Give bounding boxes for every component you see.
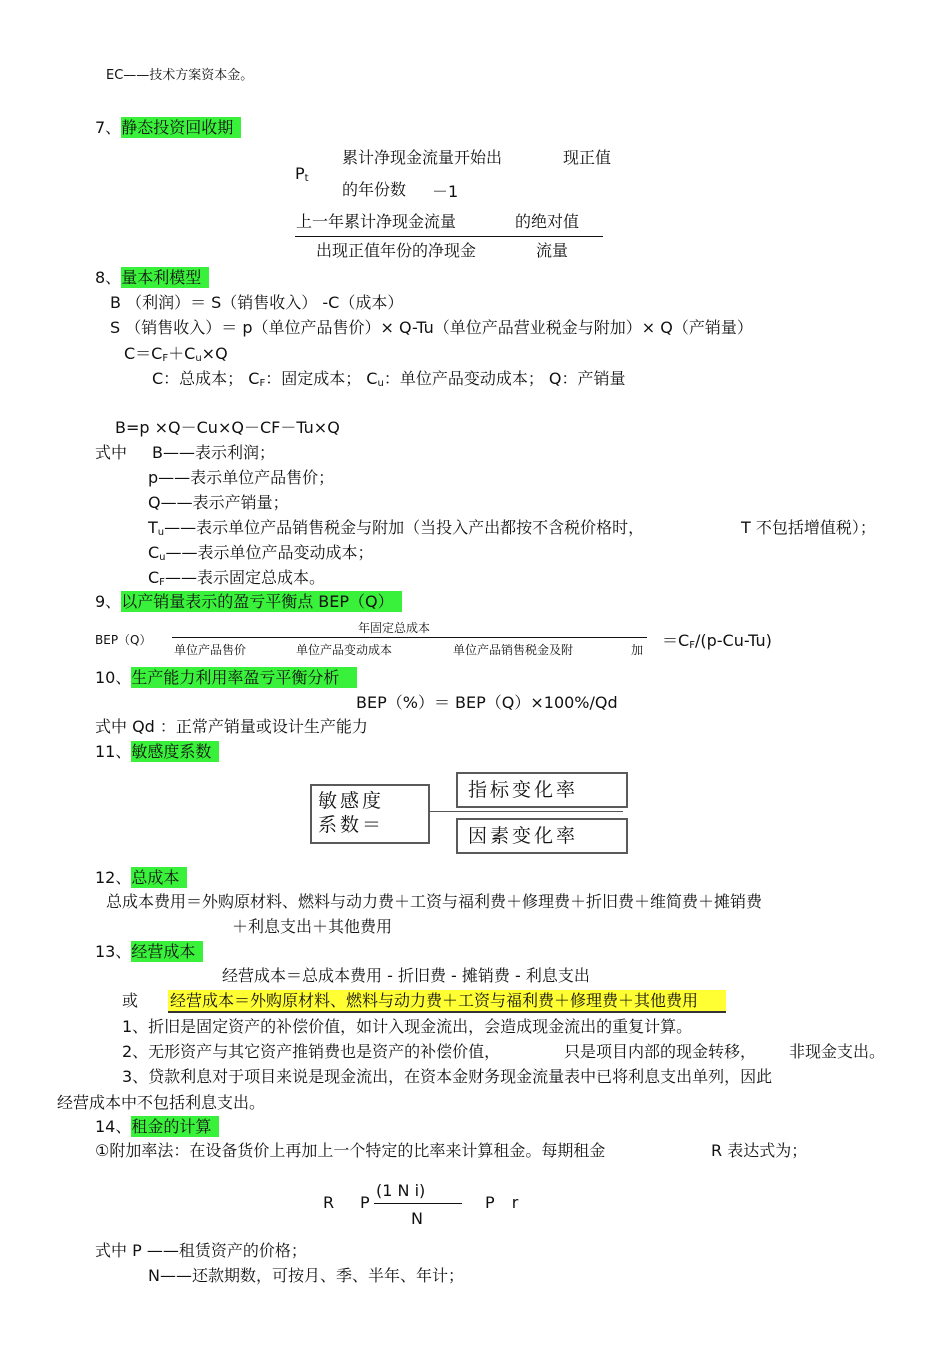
formula7-line2-a: 的年份数	[342, 180, 407, 199]
bep-q-den-tax: 单位产品销售税金及附	[453, 643, 574, 657]
bep-q-rhs: $=C_F/(p-Cu-Tu)$	[662, 631, 772, 651]
note-3: 3、贷款利息对于项目来说是现金流出，在资本金财务现金流量表中已将利息支出单列，因此	[122, 1067, 773, 1086]
sales-equation: S （销售收入）＝ p（单位产品售价）× Q-Tu（单位产品营业税金与附加）× Q（产销量）	[110, 318, 753, 337]
def-tu: $T_u——$表示单位产品销售税金与附加（当投入产出都按不含税价格时，	[148, 518, 645, 538]
section-12-number: 12、	[95, 868, 132, 887]
bep-q-lhs: BEP（Q）	[95, 633, 152, 647]
rent-denominator: N	[411, 1209, 423, 1228]
sensitivity-fraction-bar	[428, 811, 623, 812]
section-12-heading	[95, 868, 187, 888]
note-2c: 非现金支出。	[789, 1042, 886, 1061]
bep-q-den-varcost: 单位产品变动成本	[296, 643, 393, 657]
section-9-title: 以产销量表示的盈亏平衡点 BEP（Q）	[121, 591, 401, 612]
operating-cost-formula2: 经营成本＝外购原材料、燃料与动力费＋工资与福利费＋修理费＋其他费用	[168, 991, 726, 1011]
section-13-heading	[95, 942, 203, 962]
sensitivity-left-line2: 系数＝	[318, 814, 385, 836]
section-9-heading	[95, 592, 402, 612]
pt-subscript: t	[304, 173, 309, 184]
note-2b: 只是项目内部的现金转移，	[564, 1042, 757, 1061]
section-10-heading	[95, 668, 357, 688]
section-7-number: 7、	[95, 118, 122, 137]
note-3-cont: 经营成本中不包括利息支出。	[57, 1093, 266, 1112]
total-cost-line1: 总成本费用＝外购原材料、燃料与动力费＋工资与福利费＋修理费＋折旧费＋维简费＋摊销费	[106, 892, 763, 911]
formula7-denominator-a: 出现正值年份的净现金	[316, 241, 477, 260]
section-7-title: 静态投资回收期	[121, 117, 241, 138]
def-tu-note: T 不包括增值税）；	[741, 518, 876, 537]
section-14-number: 14、	[95, 1117, 132, 1136]
formula7-fraction-bar	[295, 236, 603, 237]
section-14-title: 租金的计算	[131, 1116, 219, 1137]
def-p: p——表示单位产品售价；	[148, 468, 335, 487]
section-13-title: 经营成本	[131, 941, 203, 962]
def-cu: $C_u——$表示单位产品变动成本；	[148, 543, 374, 563]
bep-q-den-tail: 加	[631, 643, 644, 657]
profit-formula: B=p ×Q－Cu×Q－CF－Tu×Q	[115, 418, 340, 437]
factor-change-rate: 因素变化率	[468, 825, 579, 847]
pt-symbol: $P_t$	[295, 164, 309, 184]
rent-numerator: (1 N i)	[376, 1181, 426, 1200]
rent-n-definition: N——还款期数，可按月、季、半年、年计；	[148, 1266, 464, 1285]
bep-q-numerator: 年固定总成本	[358, 621, 431, 635]
indicator-change-rate: 指标变化率	[468, 779, 579, 801]
rent-fraction-bar	[374, 1203, 462, 1204]
section-8-heading	[95, 268, 209, 288]
section-9-number: 9、	[95, 592, 122, 611]
section-11-heading	[95, 742, 219, 762]
formula7-denominator-b: 流量	[536, 241, 569, 260]
section-10-title: 生产能力利用率盈亏平衡分析	[131, 667, 357, 688]
bep-q-fraction-bar	[172, 637, 647, 638]
section-11-number: 11、	[95, 742, 132, 761]
formula7-numerator-b: 的绝对值	[515, 212, 580, 231]
note-2a: 2、无形资产与其它资产推销费也是资产的补偿价值，	[122, 1042, 501, 1061]
rent-tail: P r	[485, 1193, 519, 1212]
rent-p-symbol: P	[360, 1193, 370, 1212]
sensitivity-top-box	[456, 772, 628, 808]
or-label: 或	[122, 991, 139, 1010]
ec-definition: EC——技术方案资本金。	[106, 68, 254, 83]
def-cf: $C_F——$表示固定总成本。	[148, 568, 325, 588]
profit-equation: B （利润）＝ S（销售收入） -C（成本）	[110, 293, 404, 312]
total-cost-line2: ＋利息支出＋其他费用	[232, 917, 393, 936]
sensitivity-bottom-box	[456, 818, 628, 854]
cost-equation: $C=C_F+C_u\times Q$	[124, 344, 228, 364]
bep-q-den-price: 单位产品售价	[174, 643, 247, 657]
formula7-line1-a: 累计净现金流量开始出	[342, 148, 503, 167]
sensitivity-left-line1: 敏感度	[318, 790, 385, 812]
section-12-title: 总成本	[131, 867, 187, 888]
section-11-title: 敏感度系数	[131, 741, 219, 762]
section-10-number: 10、	[95, 668, 132, 687]
rent-p-definition: 式中 P ——租赁资产的价格；	[95, 1241, 307, 1260]
rent-intro-tail: R 表达式为；	[711, 1141, 808, 1160]
section-14-heading	[95, 1117, 219, 1137]
qd-definition: 式中 Qd ：正常产销量或设计生产能力	[95, 717, 368, 736]
def-q: Q——表示产销量；	[148, 493, 289, 512]
rent-r-symbol: R	[323, 1193, 335, 1212]
formula7-numerator-a: 上一年累计净现金流量	[296, 212, 457, 231]
bep-percent-formula: BEP（%）＝ BEP（Q）×100%/Qd	[356, 693, 618, 712]
where-label: 式中	[95, 443, 128, 462]
section-8-title: 量本利模型	[121, 267, 209, 288]
cost-legend: C：总成本； $C_F$：固定成本； $C_u$：单位产品变动成本； Q：产销量	[152, 369, 626, 389]
rent-intro: ①附加率法：在设备货价上再加上一个特定的比率来计算租金。每期租金	[95, 1141, 606, 1160]
note-1: 1、折旧是固定资产的补偿价值，如计入现金流出，会造成现金流出的重复计算。	[122, 1017, 693, 1036]
sensitivity-left-box	[310, 784, 430, 844]
section-13-number: 13、	[95, 942, 132, 961]
section-8-number: 8、	[95, 268, 122, 287]
formula7-line1-b: 现正值	[563, 148, 612, 167]
operating-cost-formula1: 经营成本＝总成本费用 - 折旧费 - 摊销费 - 利息支出	[222, 966, 590, 985]
formula7-line2-b: －1	[432, 182, 459, 201]
def-b: B——表示利润；	[152, 443, 275, 462]
section-7-heading	[95, 118, 241, 138]
